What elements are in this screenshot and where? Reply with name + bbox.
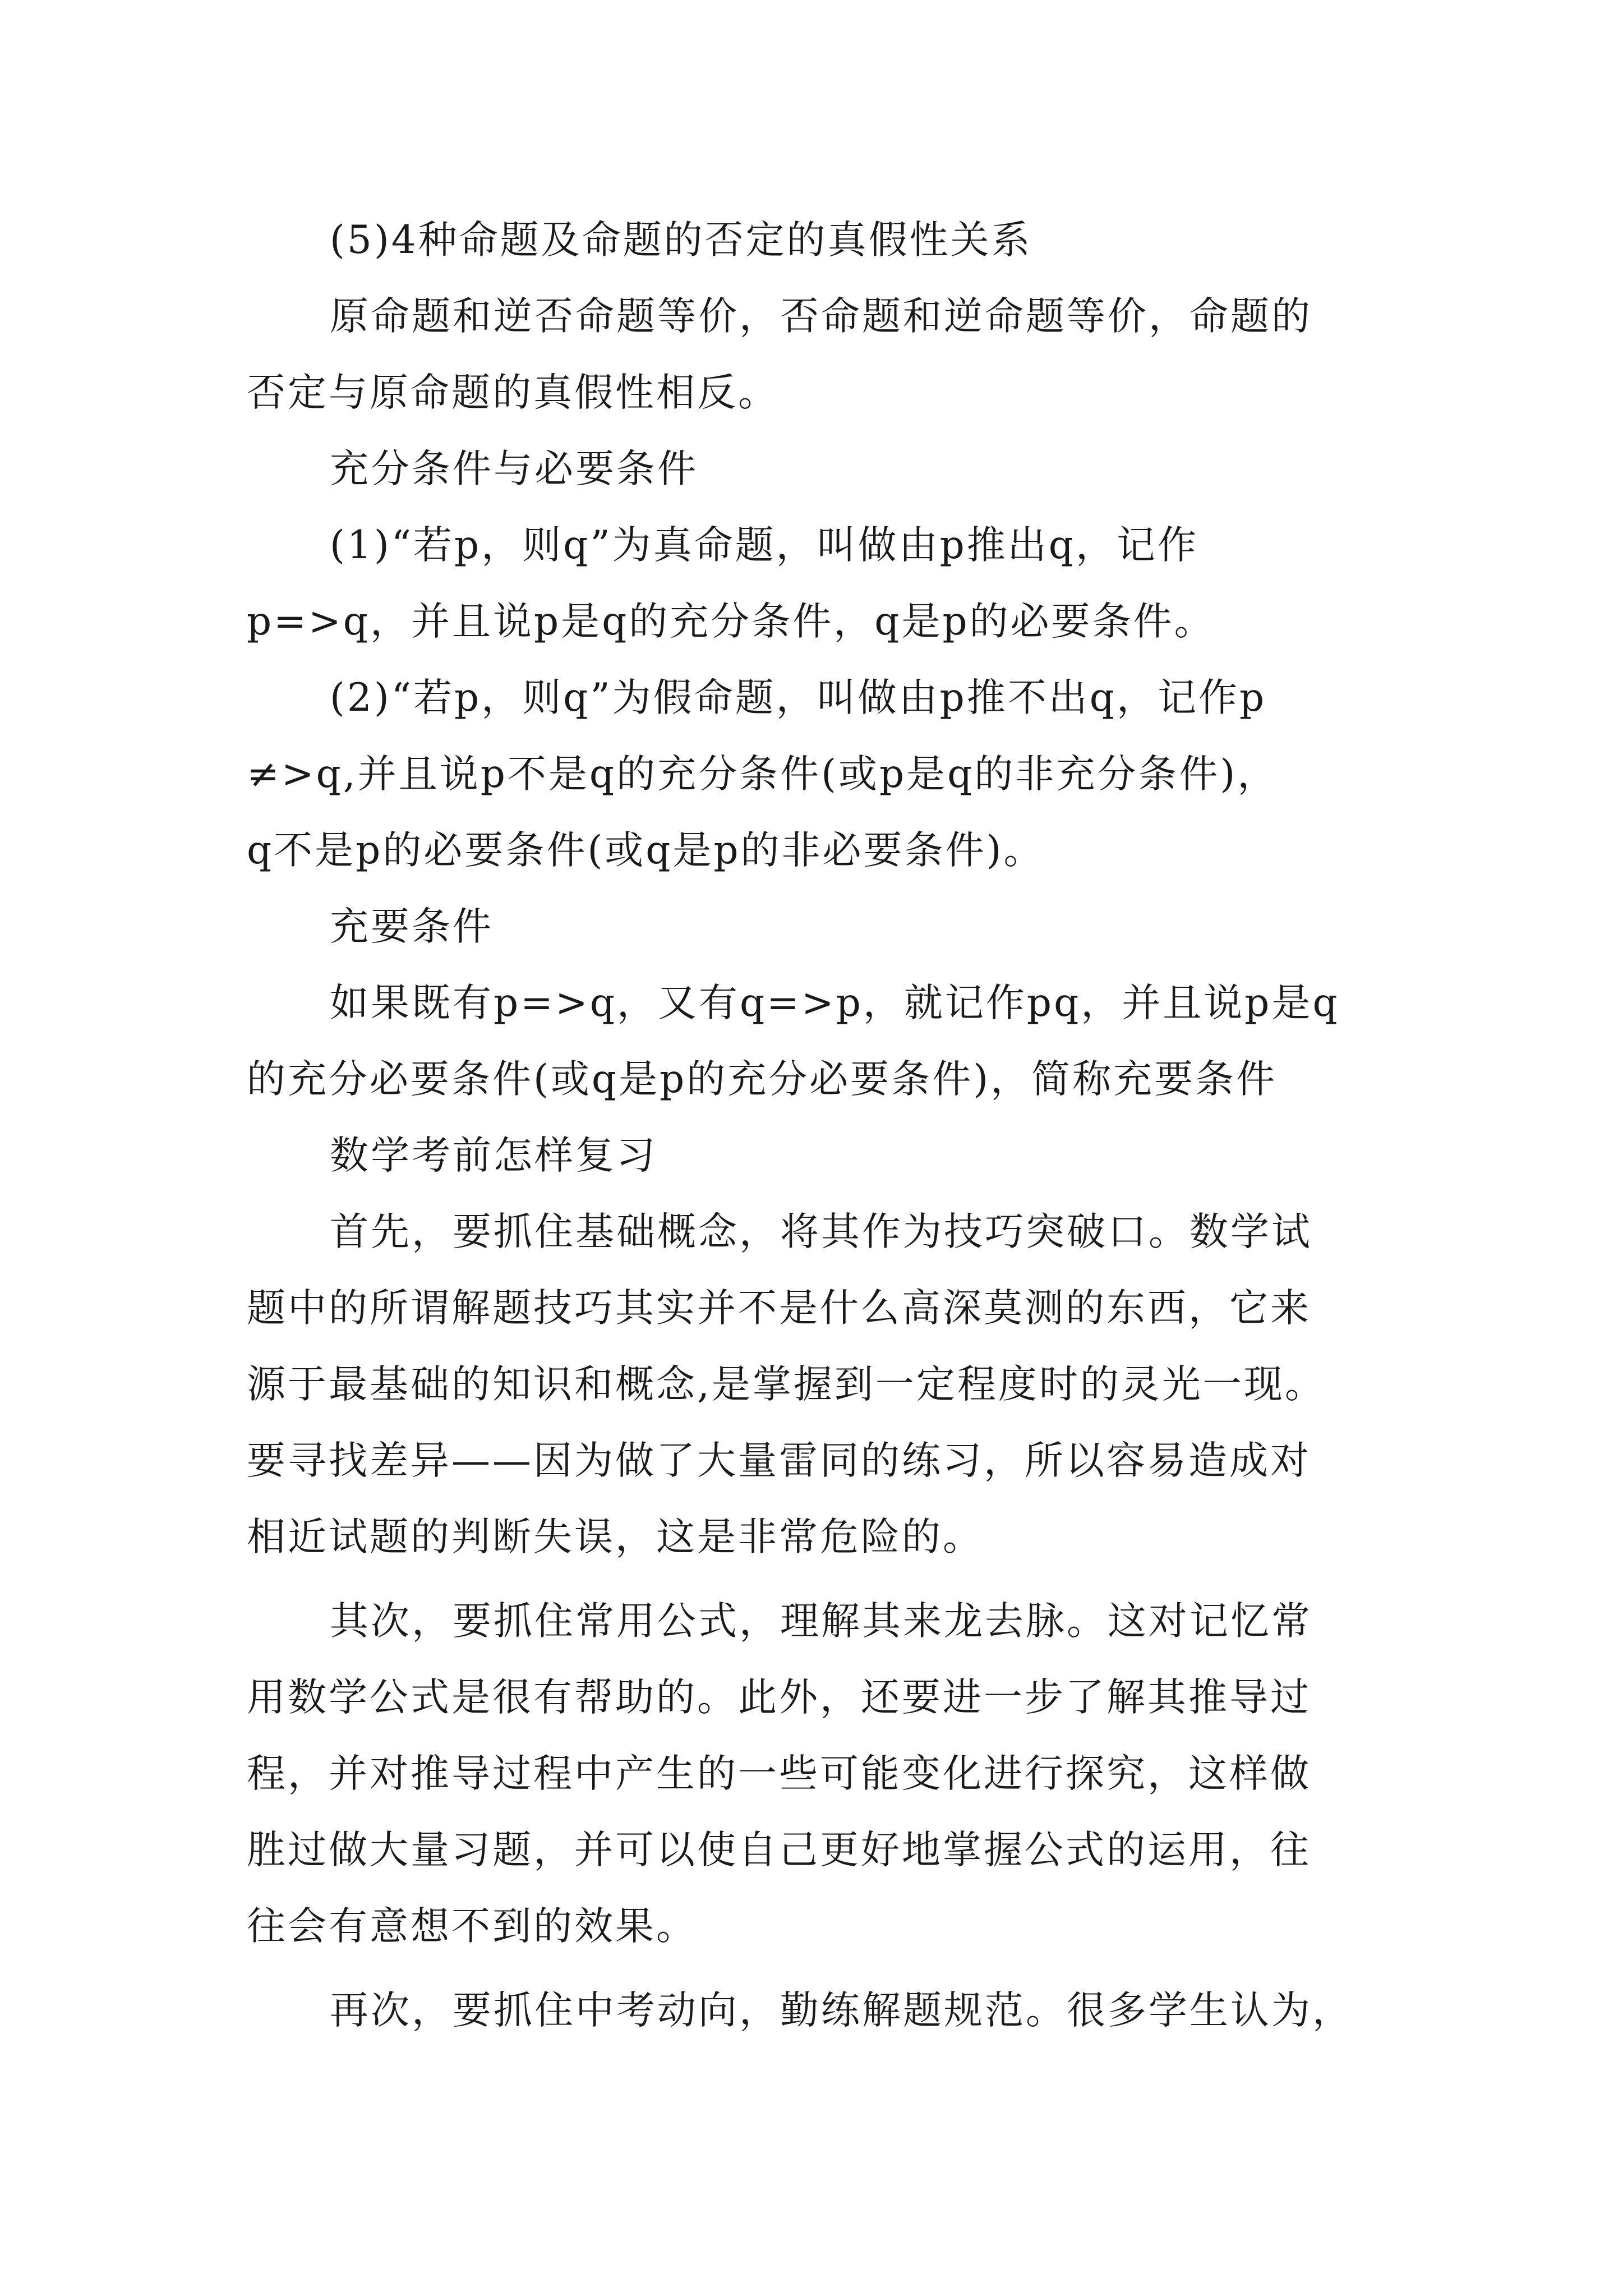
text-line: ≠>q,并且说p不是q的充分条件(或p是q的非充分条件)， [247, 752, 1279, 797]
section-heading-sufficient-necessary: 充分条件与必要条件 [330, 447, 698, 491]
text-line: 如果既有p=>q，又有q=>p，就记作pq，并且说p是q [330, 981, 1340, 1025]
text-line: (1)“若p，则q”为真命题，叫做由p推出q，记作 [330, 523, 1198, 568]
text-line: 原命题和逆否命题等价，否命题和逆命题等价，命题的 [330, 294, 1312, 339]
text-line: 其次，要抓住常用公式，理解其来龙去脉。这对记忆常 [330, 1599, 1312, 1644]
text-line: 源于最基础的知识和概念,是掌握到一定程度时的灵光一现。 [247, 1362, 1326, 1407]
text-line: (2)“若p，则q”为假命题，叫做由p推不出q，记作p [330, 675, 1267, 720]
text-line: 题中的所谓解题技巧其实并不是什么高深莫测的东西，它来 [247, 1286, 1311, 1331]
text-line: 往会有意想不到的效果。 [247, 1904, 697, 1949]
section-heading-necessary-sufficient: 充要条件 [330, 904, 494, 949]
text-line: 否定与原命题的真假性相反。 [247, 370, 779, 415]
text-line: 再次，要抓住中考动向，勤练解题规范。很多学生认为， [330, 1988, 1353, 2033]
text-line: 相近试题的判断失误，这是非常危险的。 [247, 1515, 984, 1559]
body-text [247, 202, 1447, 2049]
text-line: 用数学公式是很有帮助的。此外，还要进一步了解其推导过 [247, 1675, 1311, 1720]
text-line: 程，并对推导过程中产生的一些可能变化进行探究，这样做 [247, 1751, 1311, 1796]
paragraph-heading-proposition-relations: (5)4种命题及命题的否定的真假性关系 [330, 218, 1032, 263]
text-line: p=>q，并且说p是q的充分条件，q是p的必要条件。 [247, 599, 1215, 644]
text-line: 要寻找差异——因为做了大量雷同的练习，所以容易造成对 [247, 1438, 1311, 1483]
text-line: q不是p的必要条件(或q是p的非必要条件)。 [247, 828, 1045, 873]
paragraph-gap [247, 1575, 1447, 1583]
section-heading-exam-review: 数学考前怎样复习 [330, 1133, 657, 1178]
text-line: 的充分必要条件(或q是p的充分必要条件)，简称充要条件 [247, 1057, 1278, 1102]
text-line: 首先，要抓住基础概念，将其作为技巧突破口。数学试 [330, 1209, 1312, 1254]
paragraph-gap [247, 1964, 1447, 1972]
text-line: 胜过做大量习题，并可以使自己更好地掌握公式的运用，往 [247, 1828, 1311, 1872]
